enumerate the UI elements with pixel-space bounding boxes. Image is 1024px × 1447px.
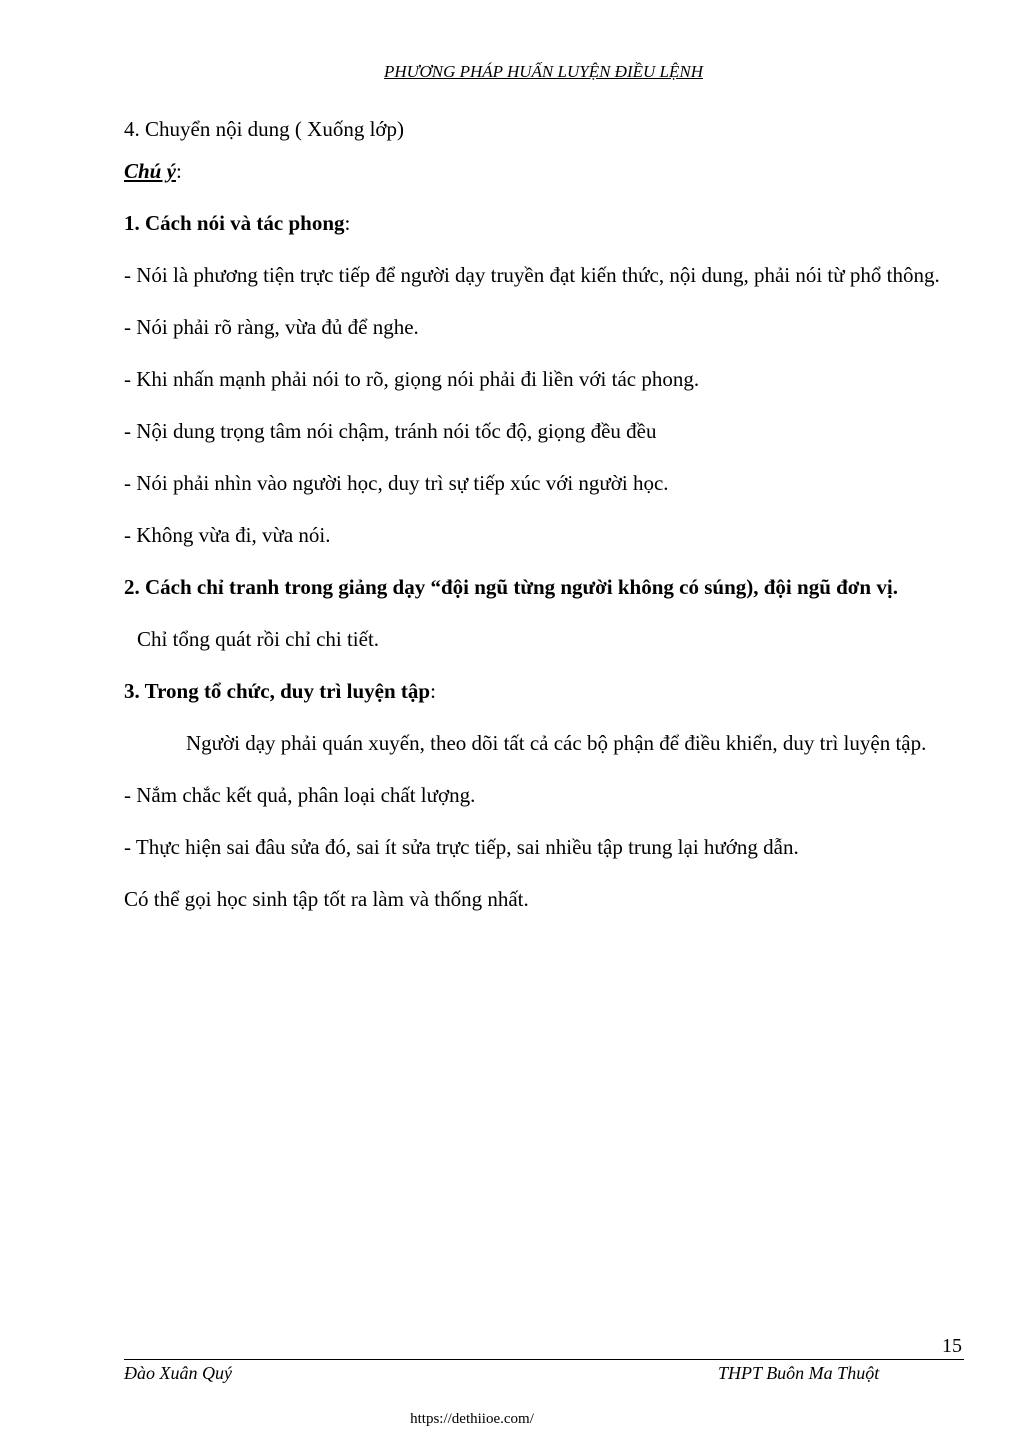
section-1-line: - Nói là phương tiện trực tiếp để người dạy truyền đạt kiến thức, nội dung, phải nói từ phổ thông. <box>124 263 940 287</box>
section-2-title: 2. Cách chỉ tranh trong giảng dạy “đội ngũ từng người không có súng), đội ngũ đơn vị. <box>124 575 898 599</box>
page-number: 15 <box>942 1335 962 1357</box>
footer-author: Đào Xuân Quý <box>124 1363 232 1383</box>
section-3-colon: : <box>430 679 436 703</box>
section-3-line: - Nắm chắc kết quả, phân loại chất lượng. <box>124 783 476 807</box>
source-url: https://dethiioe.com/ <box>410 1411 534 1427</box>
section-3-heading <box>124 670 963 712</box>
item-4-line: 4. Chuyển nội dung ( Xuống lớp) <box>124 117 405 141</box>
section-2-text: Chỉ tổng quát rồi chỉ chi tiết. <box>137 627 380 651</box>
section-1-line: - Nói phải nhìn vào người học, duy trì sự tiếp xúc với người học. <box>124 471 669 495</box>
document-body <box>124 108 963 920</box>
footer-divider <box>124 1359 964 1360</box>
section-1-line: - Không vừa đi, vừa nói. <box>124 523 331 547</box>
section-1-line: - Nói phải rõ ràng, vừa đủ để nghe. <box>124 315 419 339</box>
footer-school: THPT Buôn Ma Thuột <box>718 1363 880 1383</box>
section-1-line: - Khi nhấn mạnh phải nói to rõ, giọng nói phải đi liền với tác phong. <box>124 367 700 391</box>
section-3-line: - Thực hiện sai đâu sửa đó, sai ít sửa trực tiếp, sai nhiều tập trung lại hướng dẫn. <box>124 835 799 859</box>
section-1-heading <box>124 202 963 244</box>
section-1-line: - Nội dung trọng tâm nói chậm, tránh nói tốc độ, giọng đều đều <box>124 419 657 443</box>
note-label: Chú ý <box>124 159 176 183</box>
section-1-title: 1. Cách nói và tác phong <box>124 211 345 235</box>
section-3-paragraph: Người dạy phải quán xuyến, theo dõi tất cả các bộ phận để điều khiển, duy trì luyện tập. <box>186 731 927 755</box>
page-header-title: PHƯƠNG PHÁP HUẤN LUYỆN ĐIỀU LỆNH <box>384 62 703 81</box>
note-colon: : <box>175 159 182 183</box>
section-1-colon: : <box>344 211 351 235</box>
note-heading <box>124 150 963 192</box>
section-3-title: 3. Trong tổ chức, duy trì luyện tập <box>124 679 431 703</box>
closing-line: Có thể gọi học sinh tập tốt ra làm và thống nhất. <box>124 887 529 911</box>
